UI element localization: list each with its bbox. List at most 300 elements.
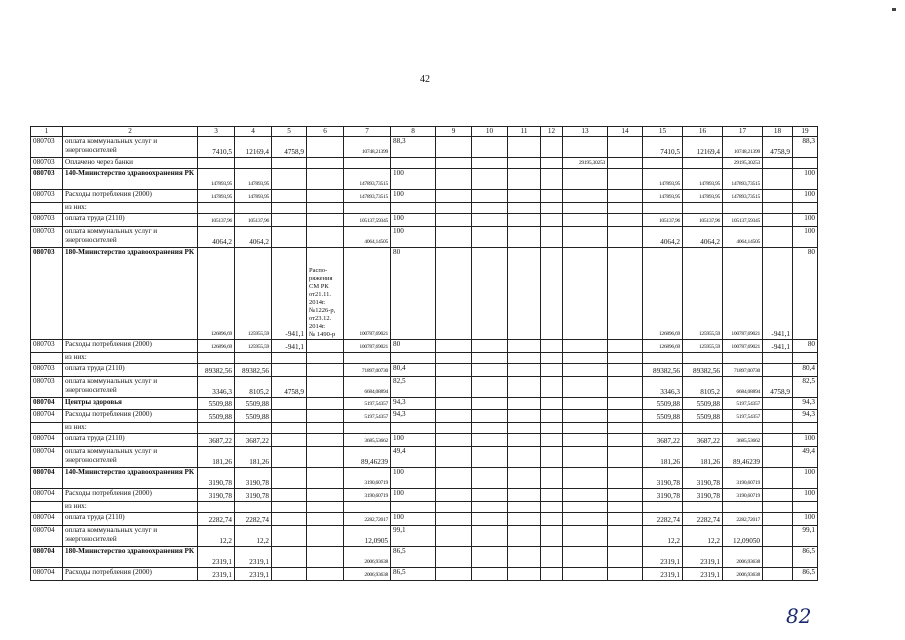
value-cell bbox=[307, 513, 344, 526]
value-cell: 100 bbox=[793, 513, 818, 526]
value-cell bbox=[793, 353, 818, 364]
value-cell: -941,1 bbox=[272, 340, 307, 353]
value-cell bbox=[541, 568, 563, 581]
value-cell: 12,2 bbox=[198, 526, 235, 547]
value-cell bbox=[763, 190, 793, 203]
value-cell bbox=[763, 353, 793, 364]
value-cell bbox=[608, 158, 643, 169]
value-cell bbox=[436, 513, 472, 526]
value-cell bbox=[563, 377, 608, 398]
value-cell bbox=[272, 353, 307, 364]
value-cell bbox=[436, 398, 472, 410]
value-cell: 89382,56 bbox=[643, 364, 683, 377]
table-row bbox=[31, 340, 818, 353]
code-cell bbox=[31, 203, 63, 214]
table-row bbox=[31, 248, 818, 340]
value-cell bbox=[541, 526, 563, 547]
name-cell: 180-Министерство здравоохранения РК bbox=[63, 547, 198, 568]
name-cell: Расходы потребления (2000) bbox=[63, 489, 198, 502]
table-row bbox=[31, 203, 818, 214]
column-header: 7 bbox=[344, 127, 391, 137]
value-cell bbox=[472, 158, 508, 169]
value-cell bbox=[472, 364, 508, 377]
value-cell: 8105,2 bbox=[235, 377, 272, 398]
value-cell bbox=[472, 169, 508, 190]
value-cell bbox=[344, 423, 391, 434]
code-cell bbox=[31, 423, 63, 434]
value-cell: 71897,00730 bbox=[723, 364, 763, 377]
code-cell: 080704 bbox=[31, 447, 63, 468]
value-cell bbox=[723, 203, 763, 214]
value-cell: 12,2 bbox=[643, 526, 683, 547]
value-cell bbox=[608, 547, 643, 568]
column-header: 12 bbox=[541, 127, 563, 137]
value-cell: 105137,59345 bbox=[723, 214, 763, 227]
value-cell bbox=[608, 137, 643, 158]
value-cell bbox=[436, 547, 472, 568]
value-cell: 100787,69021 bbox=[723, 340, 763, 353]
value-cell bbox=[608, 214, 643, 227]
value-cell bbox=[436, 423, 472, 434]
value-cell bbox=[608, 377, 643, 398]
column-header: 16 bbox=[683, 127, 723, 137]
table-row bbox=[31, 547, 818, 568]
value-cell: 80 bbox=[793, 248, 818, 340]
value-cell bbox=[541, 434, 563, 447]
value-cell bbox=[307, 137, 344, 158]
value-cell bbox=[344, 353, 391, 364]
value-cell bbox=[563, 468, 608, 489]
value-cell: 147893,95 bbox=[683, 169, 723, 190]
value-cell bbox=[541, 410, 563, 423]
value-cell bbox=[563, 203, 608, 214]
value-cell bbox=[608, 340, 643, 353]
value-cell: 5509,88 bbox=[643, 410, 683, 423]
value-cell bbox=[508, 468, 541, 489]
value-cell: 4758,9 bbox=[763, 137, 793, 158]
column-header: 2 bbox=[63, 127, 198, 137]
table-row bbox=[31, 447, 818, 468]
value-cell: 2319,1 bbox=[235, 568, 272, 581]
value-cell: 12,2 bbox=[683, 526, 723, 547]
value-cell: 147893,95 bbox=[643, 169, 683, 190]
value-cell: 4758,9 bbox=[763, 377, 793, 398]
value-cell bbox=[472, 513, 508, 526]
value-cell bbox=[307, 434, 344, 447]
value-cell bbox=[563, 214, 608, 227]
column-header: 10 bbox=[472, 127, 508, 137]
value-cell: 89,46239 bbox=[344, 447, 391, 468]
value-cell: 147893,73515 bbox=[723, 169, 763, 190]
value-cell bbox=[793, 423, 818, 434]
value-cell bbox=[541, 214, 563, 227]
value-cell bbox=[307, 158, 344, 169]
value-cell: 147893,95 bbox=[198, 169, 235, 190]
value-cell bbox=[307, 203, 344, 214]
value-cell: 2006,93638 bbox=[723, 547, 763, 568]
value-cell bbox=[344, 158, 391, 169]
value-cell: 2319,1 bbox=[683, 547, 723, 568]
value-cell bbox=[723, 423, 763, 434]
value-cell: 4064,2 bbox=[643, 227, 683, 248]
value-cell bbox=[723, 353, 763, 364]
value-cell bbox=[608, 248, 643, 340]
page-number: 42 bbox=[420, 74, 430, 85]
value-cell bbox=[683, 158, 723, 169]
value-cell: 3190,78 bbox=[683, 489, 723, 502]
value-cell: -941,1 bbox=[272, 248, 307, 340]
value-cell: 4064,2 bbox=[198, 227, 235, 248]
value-cell: 3346,3 bbox=[643, 377, 683, 398]
value-cell bbox=[608, 434, 643, 447]
value-cell bbox=[763, 410, 793, 423]
header-row bbox=[31, 127, 818, 137]
table-row bbox=[31, 526, 818, 547]
value-cell: 94,3 bbox=[391, 410, 436, 423]
value-cell bbox=[272, 526, 307, 547]
value-cell: 125955,59 bbox=[683, 340, 723, 353]
value-cell bbox=[436, 214, 472, 227]
value-cell: 10748,21399 bbox=[723, 137, 763, 158]
value-cell: 125955,59 bbox=[235, 340, 272, 353]
value-cell: 3190,78 bbox=[235, 468, 272, 489]
column-header: 4 bbox=[235, 127, 272, 137]
value-cell bbox=[436, 364, 472, 377]
value-cell bbox=[763, 447, 793, 468]
value-cell: 100 bbox=[391, 227, 436, 248]
value-cell: 100 bbox=[793, 190, 818, 203]
value-cell: 94,3 bbox=[793, 398, 818, 410]
value-cell bbox=[436, 203, 472, 214]
value-cell bbox=[643, 158, 683, 169]
value-cell: -941,1 bbox=[763, 340, 793, 353]
value-cell: 2282,72017 bbox=[723, 513, 763, 526]
value-cell: 3687,22 bbox=[235, 434, 272, 447]
value-cell bbox=[391, 423, 436, 434]
value-cell bbox=[541, 169, 563, 190]
column-header: 17 bbox=[723, 127, 763, 137]
value-cell bbox=[307, 214, 344, 227]
value-cell bbox=[472, 398, 508, 410]
code-cell: 080704 bbox=[31, 434, 63, 447]
value-cell bbox=[472, 526, 508, 547]
value-cell bbox=[608, 489, 643, 502]
value-cell: 89382,56 bbox=[235, 364, 272, 377]
value-cell bbox=[198, 502, 235, 513]
name-cell: из них: bbox=[63, 203, 198, 214]
value-cell: 7410,5 bbox=[643, 137, 683, 158]
value-cell bbox=[683, 203, 723, 214]
value-cell bbox=[391, 203, 436, 214]
value-cell: 89,46239 bbox=[723, 447, 763, 468]
table-row bbox=[31, 513, 818, 526]
name-cell: Расходы потребления (2000) bbox=[63, 190, 198, 203]
value-cell: 88,3 bbox=[793, 137, 818, 158]
value-cell bbox=[472, 137, 508, 158]
value-cell bbox=[508, 423, 541, 434]
value-cell: 5197,54357 bbox=[344, 410, 391, 423]
value-cell bbox=[563, 513, 608, 526]
value-cell bbox=[508, 248, 541, 340]
value-cell: 3190,60719 bbox=[723, 489, 763, 502]
value-cell bbox=[643, 502, 683, 513]
value-cell bbox=[563, 353, 608, 364]
value-cell: 125955,59 bbox=[683, 248, 723, 340]
value-cell: 147893,95 bbox=[235, 169, 272, 190]
value-cell: 3190,78 bbox=[198, 489, 235, 502]
code-cell: 080704 bbox=[31, 410, 63, 423]
value-cell: 12,0905 bbox=[344, 526, 391, 547]
value-cell bbox=[508, 410, 541, 423]
value-cell bbox=[763, 502, 793, 513]
value-cell: 4758,9 bbox=[272, 137, 307, 158]
value-cell: 2282,74 bbox=[198, 513, 235, 526]
value-cell bbox=[763, 434, 793, 447]
value-cell bbox=[763, 489, 793, 502]
value-cell bbox=[472, 468, 508, 489]
value-cell bbox=[472, 489, 508, 502]
value-cell bbox=[508, 169, 541, 190]
value-cell bbox=[436, 489, 472, 502]
value-cell bbox=[763, 169, 793, 190]
value-cell bbox=[541, 423, 563, 434]
value-cell bbox=[541, 502, 563, 513]
value-cell bbox=[508, 502, 541, 513]
value-cell bbox=[608, 190, 643, 203]
value-cell bbox=[307, 547, 344, 568]
column-header: 13 bbox=[563, 127, 608, 137]
value-cell bbox=[563, 398, 608, 410]
value-cell bbox=[472, 214, 508, 227]
value-cell bbox=[508, 398, 541, 410]
value-cell: 2282,74 bbox=[643, 513, 683, 526]
value-cell bbox=[272, 214, 307, 227]
value-cell: 100 bbox=[793, 214, 818, 227]
code-cell: 080704 bbox=[31, 568, 63, 581]
value-cell bbox=[272, 169, 307, 190]
code-cell bbox=[31, 502, 63, 513]
value-cell bbox=[436, 434, 472, 447]
value-cell bbox=[307, 410, 344, 423]
value-cell bbox=[541, 158, 563, 169]
table-row bbox=[31, 410, 818, 423]
value-cell bbox=[793, 502, 818, 513]
name-cell: 140-Министерство здравоохранения РК bbox=[63, 169, 198, 190]
value-cell bbox=[563, 227, 608, 248]
value-cell bbox=[272, 364, 307, 377]
name-cell: оплата труда (2110) bbox=[63, 513, 198, 526]
value-cell: 80 bbox=[391, 340, 436, 353]
value-cell bbox=[763, 214, 793, 227]
column-header: 6 bbox=[307, 127, 344, 137]
value-cell: 3687,22 bbox=[643, 434, 683, 447]
value-cell bbox=[541, 364, 563, 377]
value-cell bbox=[508, 568, 541, 581]
value-cell bbox=[541, 377, 563, 398]
value-cell: 3190,78 bbox=[235, 489, 272, 502]
value-cell bbox=[307, 364, 344, 377]
value-cell bbox=[683, 353, 723, 364]
value-cell bbox=[272, 447, 307, 468]
value-cell: 100 bbox=[391, 513, 436, 526]
value-cell bbox=[541, 227, 563, 248]
value-cell: 100 bbox=[793, 468, 818, 489]
value-cell bbox=[508, 340, 541, 353]
value-cell: 99,1 bbox=[391, 526, 436, 547]
value-cell bbox=[508, 353, 541, 364]
value-cell: 105137,59345 bbox=[344, 214, 391, 227]
value-cell: 105137,96 bbox=[235, 214, 272, 227]
value-cell: 82,5 bbox=[793, 377, 818, 398]
value-cell bbox=[563, 434, 608, 447]
value-cell bbox=[508, 137, 541, 158]
budget-table bbox=[30, 126, 818, 581]
value-cell bbox=[541, 248, 563, 340]
value-cell: 6684,08894 bbox=[723, 377, 763, 398]
value-cell: 71897,00730 bbox=[344, 364, 391, 377]
value-cell bbox=[683, 502, 723, 513]
value-cell: 49,4 bbox=[391, 447, 436, 468]
corner-mark bbox=[892, 8, 896, 11]
value-cell bbox=[272, 434, 307, 447]
value-cell bbox=[763, 364, 793, 377]
value-cell: 2319,1 bbox=[235, 547, 272, 568]
value-cell: 100 bbox=[391, 214, 436, 227]
value-cell bbox=[763, 547, 793, 568]
value-cell bbox=[198, 203, 235, 214]
value-cell: 126896,69 bbox=[643, 248, 683, 340]
value-cell: 100 bbox=[391, 434, 436, 447]
value-cell: 4064,14505 bbox=[344, 227, 391, 248]
value-cell: 29195,30253 bbox=[563, 158, 608, 169]
name-cell: оплата труда (2110) bbox=[63, 364, 198, 377]
value-cell bbox=[436, 526, 472, 547]
value-cell bbox=[307, 190, 344, 203]
value-cell bbox=[563, 547, 608, 568]
code-cell bbox=[31, 353, 63, 364]
value-cell bbox=[307, 398, 344, 410]
value-cell bbox=[272, 227, 307, 248]
value-cell: 2006,93638 bbox=[344, 547, 391, 568]
code-cell: 080704 bbox=[31, 526, 63, 547]
value-cell bbox=[563, 447, 608, 468]
value-cell bbox=[763, 227, 793, 248]
value-cell bbox=[307, 526, 344, 547]
value-cell bbox=[272, 513, 307, 526]
value-cell: 80 bbox=[391, 248, 436, 340]
value-cell bbox=[436, 158, 472, 169]
value-cell: 5509,88 bbox=[198, 398, 235, 410]
table-row bbox=[31, 489, 818, 502]
name-cell: оплата коммунальных услуг и энергоносителей bbox=[63, 526, 198, 547]
value-cell: 99,1 bbox=[793, 526, 818, 547]
value-cell bbox=[541, 190, 563, 203]
value-cell: 12169,4 bbox=[235, 137, 272, 158]
value-cell bbox=[307, 568, 344, 581]
value-cell: 126896,69 bbox=[198, 248, 235, 340]
value-cell: 126896,69 bbox=[643, 340, 683, 353]
value-cell bbox=[436, 447, 472, 468]
name-cell: Центры здоровья bbox=[63, 398, 198, 410]
value-cell: 3190,78 bbox=[198, 468, 235, 489]
value-cell bbox=[563, 423, 608, 434]
value-cell bbox=[563, 410, 608, 423]
value-cell bbox=[608, 169, 643, 190]
value-cell: 3685,53662 bbox=[344, 434, 391, 447]
value-cell bbox=[508, 190, 541, 203]
value-cell bbox=[643, 353, 683, 364]
value-cell bbox=[472, 447, 508, 468]
name-cell: 140-Министерство здравоохранения РК bbox=[63, 468, 198, 489]
value-cell: 29195,30253 bbox=[723, 158, 763, 169]
value-cell bbox=[307, 340, 344, 353]
value-cell bbox=[508, 214, 541, 227]
value-cell bbox=[608, 398, 643, 410]
column-header: 1 bbox=[31, 127, 63, 137]
value-cell: 3190,60719 bbox=[344, 468, 391, 489]
name-cell: оплата труда (2110) bbox=[63, 434, 198, 447]
value-cell: 5197,54357 bbox=[344, 398, 391, 410]
value-cell: 12,2 bbox=[235, 526, 272, 547]
name-cell: из них: bbox=[63, 353, 198, 364]
value-cell: 2006,93638 bbox=[723, 568, 763, 581]
name-cell: оплата коммунальных услуг и энергоносителей bbox=[63, 227, 198, 248]
value-cell bbox=[472, 423, 508, 434]
value-cell: 100 bbox=[391, 169, 436, 190]
value-cell bbox=[472, 434, 508, 447]
value-cell: 3687,22 bbox=[683, 434, 723, 447]
value-cell: 105137,96 bbox=[683, 214, 723, 227]
name-cell: из них: bbox=[63, 502, 198, 513]
value-cell bbox=[643, 203, 683, 214]
value-cell: 2319,1 bbox=[643, 568, 683, 581]
value-cell: 5197,54357 bbox=[723, 410, 763, 423]
value-cell bbox=[235, 158, 272, 169]
value-cell: 10748,21399 bbox=[344, 137, 391, 158]
value-cell bbox=[307, 377, 344, 398]
value-cell bbox=[563, 364, 608, 377]
value-cell: 147893,95 bbox=[235, 190, 272, 203]
value-cell bbox=[436, 248, 472, 340]
name-cell: Расходы потребления (2000) bbox=[63, 340, 198, 353]
value-cell bbox=[272, 423, 307, 434]
value-cell bbox=[541, 489, 563, 502]
value-cell bbox=[235, 423, 272, 434]
value-cell bbox=[508, 203, 541, 214]
value-cell: 8105,2 bbox=[683, 377, 723, 398]
value-cell bbox=[436, 340, 472, 353]
value-cell bbox=[608, 423, 643, 434]
value-cell bbox=[763, 203, 793, 214]
table-row bbox=[31, 468, 818, 489]
value-cell bbox=[272, 568, 307, 581]
value-cell: 2282,72017 bbox=[344, 513, 391, 526]
code-cell: 080703 bbox=[31, 227, 63, 248]
value-cell bbox=[344, 203, 391, 214]
value-cell bbox=[235, 203, 272, 214]
value-cell: 82,5 bbox=[391, 377, 436, 398]
table-row bbox=[31, 190, 818, 203]
value-cell bbox=[563, 248, 608, 340]
value-cell bbox=[307, 423, 344, 434]
table-row bbox=[31, 137, 818, 158]
value-cell bbox=[436, 568, 472, 581]
value-cell: 2006,93638 bbox=[344, 568, 391, 581]
value-cell bbox=[272, 398, 307, 410]
value-cell bbox=[472, 377, 508, 398]
value-cell bbox=[307, 468, 344, 489]
value-cell bbox=[198, 423, 235, 434]
